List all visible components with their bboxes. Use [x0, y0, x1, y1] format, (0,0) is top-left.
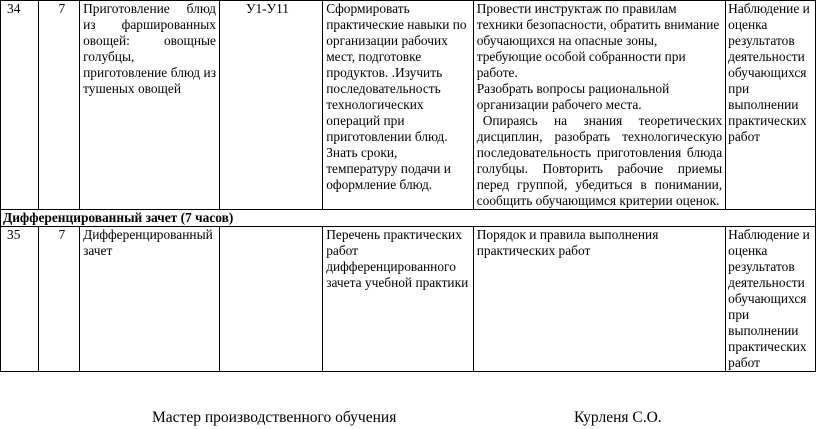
- signature-name: Курленя С.О.: [574, 409, 662, 426]
- lesson-number: 35: [1, 227, 39, 372]
- activity-paragraph: Провести инструктаж по правилам техники безопасности, обратить внимание обучающихся на опасные зоны, требующие особой собранности при работе.: [476, 1, 720, 80]
- lesson-hours: 7: [38, 1, 80, 210]
- activity-paragraph: Опираясь на знания теоретических дисциплин, разобрать технологическую последовательность приготовления блюда голубцы. Повторить рабочие приемы перед группой, убедиться в понимании, сообщить обучающимся критерии оценок.: [476, 113, 723, 208]
- lesson-activity: [473, 1, 725, 210]
- section-header-row: [1, 210, 816, 227]
- lesson-control: Наблюдение и оценка результатов деятельности обучающихся при выполнении практических работ: [726, 1, 816, 210]
- lesson-goals: Сформировать практические навыки по организации рабочих мест, подготовке продуктов. .Изучить последовательность технологических операций при приготовлении блюд. Знать сроки, температуру подачи и оформление блюд.: [323, 1, 474, 210]
- lesson-activity: Порядок и правила выполнения практических работ: [473, 227, 725, 372]
- lesson-number: 34: [1, 1, 39, 210]
- signature-position: Мастер производственного обучения: [152, 409, 397, 426]
- lesson-skills: [219, 227, 322, 372]
- lesson-topic: Приготовление блюд из фаршированных овощей: овощные голубцы, приготовление блюд из тушеных овощей: [80, 1, 220, 210]
- table-row: [1, 1, 816, 210]
- section-title: Дифференцированный зачет (7 часов): [1, 210, 816, 227]
- lesson-control: Наблюдение и оценка результатов деятельности обучающихся при выполнении практических работ: [726, 227, 816, 372]
- lesson-skills: У1-У11: [219, 1, 322, 210]
- table-row: [1, 227, 816, 372]
- lesson-goals: Перечень практических работ дифференцированного зачета учебной практики: [323, 227, 474, 372]
- activity-paragraph: Разобрать вопросы рациональной организации рабочего места.: [476, 81, 670, 112]
- lesson-topic: Дифференцированный зачет: [80, 227, 220, 372]
- lesson-hours: 7: [38, 227, 80, 372]
